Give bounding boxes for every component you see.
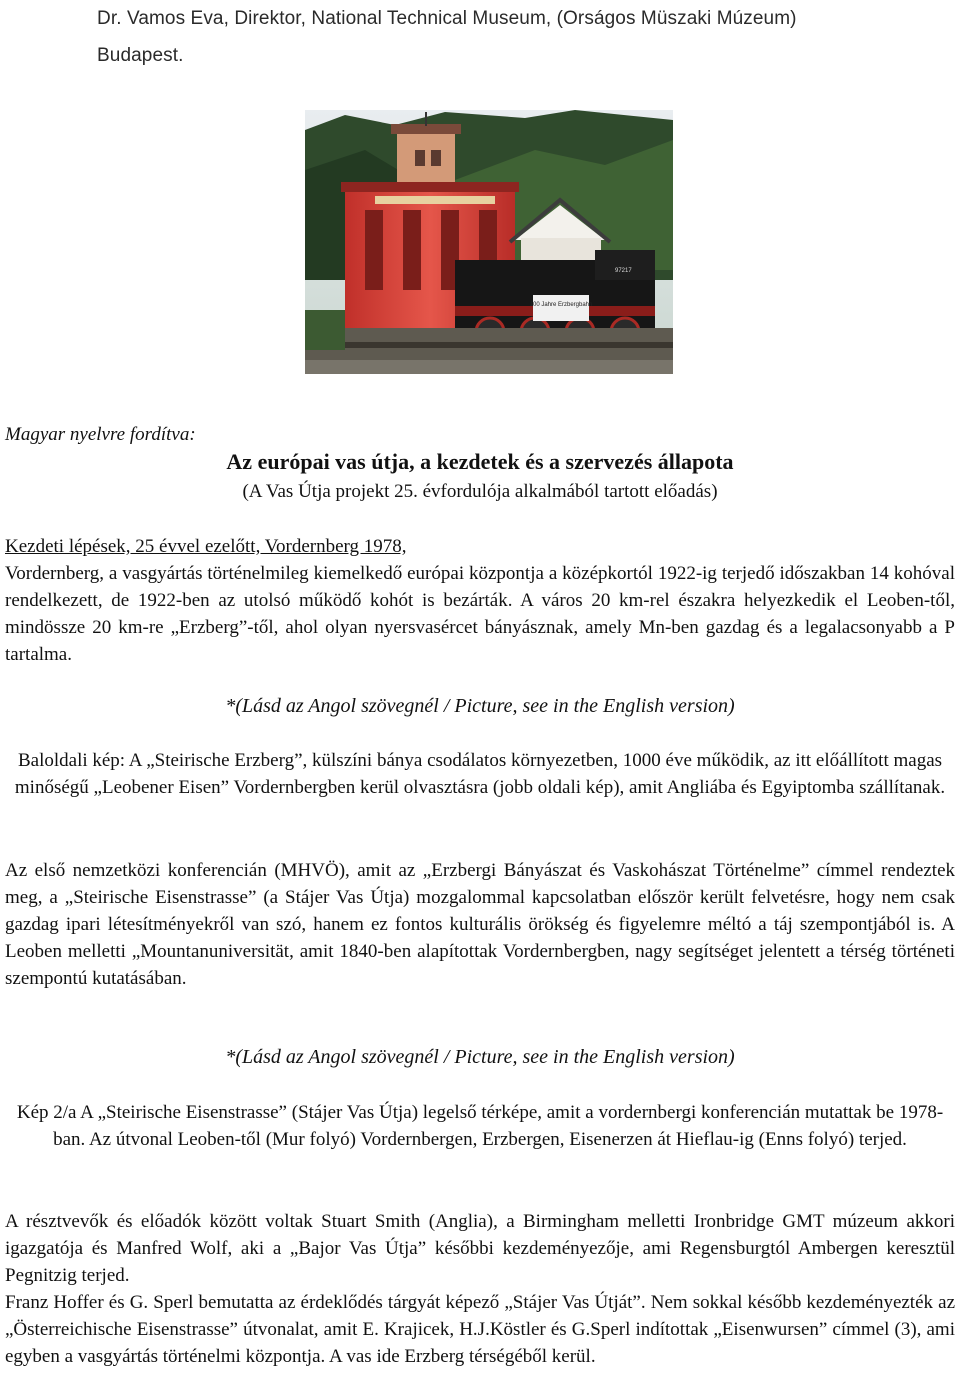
locomotive-number: 97217 (615, 268, 632, 274)
picture-reference-2: *(Lásd az Angol szövegnél / Picture, see in the English version) (225, 1046, 735, 1068)
section-heading (5, 533, 955, 560)
paragraph-hoffer-sperl: Franz Hoffer és G. Sperl bemutatta az érdeklődés tárgyát képező „Stájer Vas Útját”. Nem sokkal később kezdeményezték az „Österreichische Eisenstrasse” útvonalat, amit E. Krajicek, H.J.Köstler és G.Sperl indítottak „Eisenwursen” címmel (3), ami egyben a vasgyártás történelmi központja. A vas ide Erzberg térségéből kerül. (5, 1292, 955, 1367)
document-title: Az európai vas útja, a kezdetek és a szervezés állapota (226, 449, 734, 474)
photo-vordernberg-blast-furnace (305, 110, 673, 374)
header-line-2: Budapest. (97, 45, 184, 66)
paragraph-vordernberg: Vordernberg, a vasgyártás történelmileg kiemelkedő európai központja a középkortól 1922-ig terjedő időszakban 14 kohóval rendelkezett, de 1922-ben az utolsó működő kohót is bezárták. A város 20 km-rel északra helyezkedik el Leoben-től, mindössze 20 km-re „Erzberg”-től, ahol olyan nyersvasércet bányásznak, amely Mn-ben gazdag és a legalacsonyabb a P tartalma. (5, 563, 955, 665)
locomotive-sign-text: 100 Jahre Erzbergbahn (529, 302, 593, 308)
translation-note: Magyar nyelvre fordítva: (5, 424, 196, 445)
section-heading-text: Kezdeti lépések, 25 évvel ezelőtt, Vordernberg 1978, (5, 536, 407, 557)
paragraph-first-conference: Az első nemzetközi konferencián (MHVÖ), amit az „Erzbergi Bányászat és Vaskohászat Történelme” címmel rendeztek meg, a „Steirische Eisenstrasse” (a Stájer Vas Útja) mozgalommal kapcsolatban először került felvetésre, hogy nem csak gazdag ipari létesítményekről van szó, hanem ez fontos kulturális örökség és figyelemre méltó a táj szempontjából is. A Leoben melletti „Mountanuniversität, amit 1840-ben alapítottak Vordernbergben, nagy segítséget jelentett a térség történeti szempontú kutatásában. (5, 860, 955, 989)
document-subtitle: (A Vas Útja projekt 25. évfordulója alkalmából tartott előadás) (242, 481, 718, 502)
header-line-1: Dr. Vamos Eva, Direktor, National Technical Museum, (Orságos Müszaki Múzeum) (97, 8, 797, 29)
paragraph-participants: A résztvevők és előadók között voltak Stuart Smith (Anglia), a Birmingham melletti Ironbridge GMT múzeum akkori igazgatója és Manfred Wolf, aki a „Bajor Vas Útja” későbbi kezdeményezője, ami Regensburgtól Ambergen keresztül Pegnitzig terjed. (5, 1211, 955, 1286)
caption-map: Kép 2/a A „Steirische Eisenstrasse” (Stájer Vas Útja) legelső térképe, amit a vordernbergi konferencián mutattak be 1978-ban. Az útvonal Leoben-től (Mur folyó) Vordernbergen, Erzbergen, Eisenerzen át Hieflau-ig (Enns folyó) terjed. (16, 1102, 944, 1150)
caption-erzberg: Baloldali kép: A „Steirische Erzberg”, külszíni bánya csodálatos környezetben, 1000 éve működik, az itt előállított magas minőségű „Leobener Eisen” Vordernbergben kerül olvasztásra (jobb oldali kép), amit Angliába és Egyiptomba szállítanak. (14, 750, 946, 798)
picture-reference-1: *(Lásd az Angol szövegnél / Picture, see in the English version) (225, 695, 735, 717)
